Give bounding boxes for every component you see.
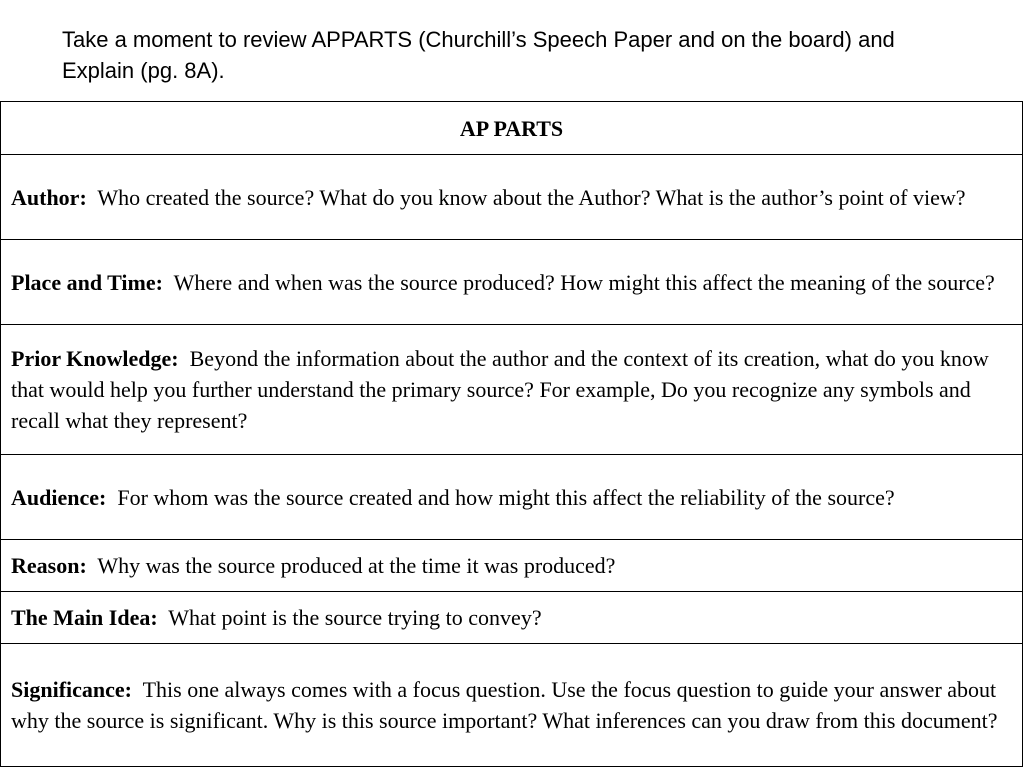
row-term: Place and Time: bbox=[11, 269, 163, 295]
row-term: Reason: bbox=[11, 553, 87, 578]
table-row-audience bbox=[1, 455, 1023, 540]
table-cell-significance bbox=[1, 644, 1023, 767]
apparts-table bbox=[0, 101, 1023, 767]
table-cell-main-idea bbox=[1, 592, 1023, 644]
intro-instructions: Take a moment to review APPARTS (Churchill’s Speech Paper and on the board) and Explain (pg. 8A). bbox=[62, 27, 895, 83]
table-cell-reason bbox=[1, 540, 1023, 592]
table-row-significance bbox=[1, 644, 1023, 767]
row-description: For whom was the source created and how might this affect the reliability of the source? bbox=[117, 484, 895, 510]
table-row-prior-knowledge bbox=[1, 325, 1023, 455]
row-term: Audience: bbox=[11, 484, 107, 510]
table-row-place-and-time bbox=[1, 240, 1023, 325]
table-cell-author bbox=[1, 155, 1023, 240]
row-description: What point is the source trying to convey? bbox=[168, 605, 542, 630]
row-term: Prior Knowledge: bbox=[11, 346, 179, 371]
row-description: Where and when was the source produced? How might this affect the meaning of the source? bbox=[173, 269, 995, 295]
row-description: Who created the source? What do you know about the Author? What is the author’s point of view? bbox=[97, 184, 966, 210]
table-cell-audience bbox=[1, 455, 1023, 540]
row-description: Why was the source produced at the time it was produced? bbox=[97, 553, 616, 578]
table-row-main-idea bbox=[1, 592, 1023, 644]
table-header: AP PARTS bbox=[1, 102, 1023, 155]
table-row-reason bbox=[1, 540, 1023, 592]
table-row-author bbox=[1, 155, 1023, 240]
row-term: Significance: bbox=[11, 677, 132, 702]
row-description: This one always comes with a focus question. Use the focus question to guide your answer about why the source is significant. Why is this source important? What inferences can you draw from this document? bbox=[11, 677, 998, 733]
row-term: The Main Idea: bbox=[11, 605, 158, 630]
table-cell-place-and-time bbox=[1, 240, 1023, 325]
row-term: Author: bbox=[11, 184, 87, 210]
table-header-row bbox=[1, 102, 1023, 155]
row-description: Beyond the information about the author and the context of its creation, what do you know that would help you further understand the primary source? For example, Do you recognize any symbols and recall what they represent? bbox=[11, 346, 989, 433]
table-cell-prior-knowledge bbox=[1, 325, 1023, 455]
